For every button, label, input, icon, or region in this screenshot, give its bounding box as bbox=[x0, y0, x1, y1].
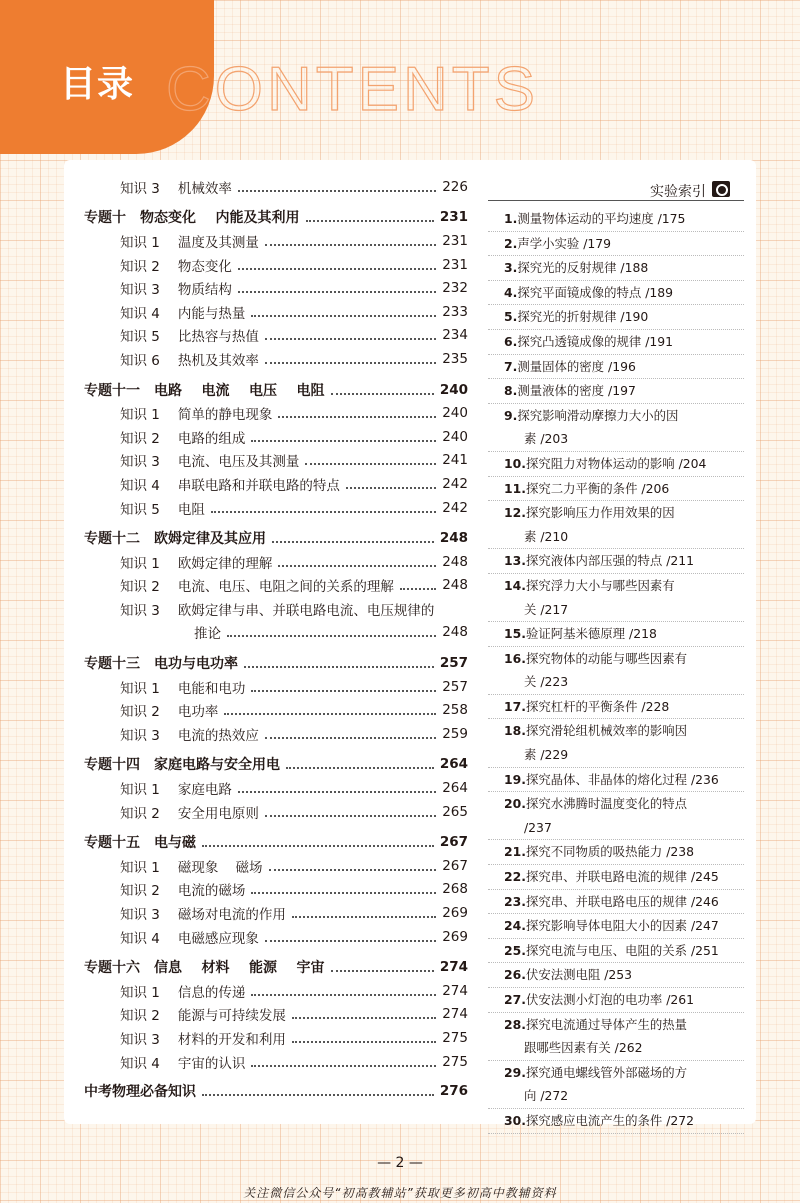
toc-topic-row[interactable] bbox=[84, 753, 468, 777]
experiment-text: 探究串、并联电路电流的规律 /245 bbox=[525, 869, 719, 885]
toc-entry-title: 物态变化 内能及其利用 bbox=[140, 210, 300, 227]
leader-dots bbox=[278, 565, 436, 567]
toc-item-row[interactable] bbox=[84, 878, 468, 902]
toc-page-number: 226 bbox=[442, 178, 468, 195]
toc-entry-title: 信息的传递 bbox=[177, 984, 246, 1001]
toc-entry-label: 专题十四 bbox=[84, 757, 140, 774]
leader-dots bbox=[224, 713, 436, 715]
toc-page-number: 257 bbox=[442, 678, 468, 695]
toc-item-row[interactable] bbox=[84, 300, 468, 324]
toc-page-number: 275 bbox=[442, 1029, 468, 1046]
leader-dots bbox=[202, 845, 434, 847]
toc-page-number: 242 bbox=[442, 499, 468, 516]
toc-page-number: 259 bbox=[442, 725, 468, 742]
toc-entry-label: 知识 4 bbox=[120, 305, 160, 322]
toc-entry-label: 知识 1 bbox=[120, 859, 160, 876]
experiment-text: 探究光的反射规律 /188 bbox=[517, 260, 649, 276]
toc-entry-title: 电功率 bbox=[177, 704, 219, 721]
leader-dots bbox=[400, 588, 436, 590]
toc-entry-label: 知识 3 bbox=[120, 180, 160, 197]
toc-item-row[interactable] bbox=[84, 276, 468, 300]
experiment-text: 测量固体的密度 /196 bbox=[517, 358, 636, 374]
toc-entry-label: 知识 2 bbox=[120, 579, 160, 596]
experiment-text: 测量液体的密度 /197 bbox=[517, 383, 636, 399]
experiment-number: 16. bbox=[504, 650, 526, 666]
toc-page-number: 274 bbox=[442, 1006, 468, 1023]
leader-dots bbox=[292, 1017, 436, 1019]
toc-entry-title: 串联电路和并联电路的特点 bbox=[177, 477, 340, 494]
toc-item-row[interactable] bbox=[84, 324, 468, 348]
toc-page-number: 267 bbox=[442, 857, 468, 874]
experiment-item[interactable] bbox=[488, 1061, 744, 1109]
toc-item-row[interactable] bbox=[84, 675, 468, 699]
experiment-item[interactable] bbox=[488, 404, 744, 452]
experiment-number: 20. bbox=[504, 796, 526, 812]
experiment-item[interactable] bbox=[488, 477, 744, 502]
experiment-item[interactable] bbox=[488, 452, 744, 477]
experiment-list bbox=[488, 207, 744, 1134]
toc-topic-row[interactable] bbox=[84, 378, 468, 402]
experiment-number: 28. bbox=[504, 1016, 526, 1032]
toc-entry-label: 知识 3 bbox=[120, 727, 160, 744]
experiment-number: 2. bbox=[504, 235, 518, 251]
experiment-item[interactable] bbox=[488, 840, 744, 865]
experiment-text: 探究通电螺线管外部磁场的方 bbox=[525, 1064, 688, 1080]
experiment-number: 6. bbox=[504, 333, 518, 349]
experiment-item[interactable] bbox=[488, 355, 744, 380]
toc-entry-label: 知识 5 bbox=[120, 501, 160, 518]
toc-page-number: 232 bbox=[442, 280, 468, 297]
toc-page-number: 248 bbox=[442, 577, 468, 594]
toc-page-number: 241 bbox=[442, 452, 468, 469]
toc-entry-label: 知识 2 bbox=[120, 258, 160, 275]
toc-entry-title: 电磁感应现象 bbox=[177, 930, 259, 947]
experiment-item[interactable] bbox=[488, 330, 744, 355]
leader-dots bbox=[346, 487, 436, 489]
toc-entry-title: 欧姆定律及其应用 bbox=[154, 531, 266, 548]
toc-entry-title: 电流、电压及其测量 bbox=[177, 454, 300, 471]
toc-page-number: 240 bbox=[439, 381, 468, 398]
leader-dots bbox=[211, 511, 436, 513]
toc-entry-label: 知识 2 bbox=[120, 704, 160, 721]
toc-page-number: 265 bbox=[442, 803, 468, 820]
toc-item-row[interactable] bbox=[84, 698, 468, 722]
toc-item-row[interactable] bbox=[84, 1003, 468, 1027]
experiment-number: 17. bbox=[504, 698, 526, 714]
toc-item-row[interactable] bbox=[84, 621, 468, 645]
experiment-item[interactable] bbox=[488, 914, 744, 939]
toc-entry-label: 知识 4 bbox=[120, 477, 160, 494]
experiment-number: 18. bbox=[504, 723, 526, 739]
experiment-item[interactable] bbox=[488, 1109, 744, 1134]
toc-entry-title: 磁场对电流的作用 bbox=[177, 907, 286, 924]
toc-entry-label: 知识 1 bbox=[120, 407, 160, 424]
experiment-text: 探究二力平衡的条件 /206 bbox=[525, 480, 670, 496]
toc-item-row[interactable] bbox=[84, 175, 468, 199]
leader-dots bbox=[331, 970, 434, 972]
toc-entry-label: 知识 2 bbox=[120, 883, 160, 900]
toc-entry-title: 电与磁 bbox=[154, 835, 196, 852]
experiment-number: 15. bbox=[504, 626, 526, 642]
contents-word: CONTENTS bbox=[166, 55, 539, 124]
experiment-text: 探究平面镜成像的特点 /189 bbox=[517, 284, 674, 300]
experiment-item[interactable] bbox=[488, 792, 744, 840]
experiment-text: 探究凸透镜成像的规律 /191 bbox=[517, 333, 674, 349]
toc-item-row[interactable] bbox=[84, 776, 468, 800]
leader-dots bbox=[265, 244, 436, 246]
magnifier-icon bbox=[712, 181, 730, 197]
experiment-number: 10. bbox=[504, 455, 526, 471]
experiment-item[interactable] bbox=[488, 988, 744, 1013]
toc-item-row[interactable] bbox=[84, 425, 468, 449]
experiment-text-continued: 关 /217 bbox=[524, 601, 569, 617]
toc-page-number: 269 bbox=[442, 905, 468, 922]
toc-entry-label: 专题十三 bbox=[84, 656, 140, 673]
toc-item-row[interactable] bbox=[84, 800, 468, 824]
leader-dots bbox=[305, 463, 436, 465]
experiment-number: 23. bbox=[504, 893, 526, 909]
experiment-text: 探究液体内部压强的特点 /211 bbox=[525, 553, 695, 569]
experiment-text-continued: 跟哪些因素有关 /262 bbox=[524, 1040, 643, 1056]
toc-page-number: 248 bbox=[439, 530, 468, 547]
leader-dots bbox=[286, 767, 434, 769]
experiment-text: 探究浮力大小与哪些因素有 bbox=[525, 577, 675, 593]
leader-dots bbox=[238, 291, 436, 293]
experiment-item[interactable] bbox=[488, 1013, 744, 1061]
experiment-index-header bbox=[488, 178, 744, 201]
toc-entry-label: 知识 3 bbox=[120, 282, 160, 299]
leader-dots bbox=[292, 916, 436, 918]
experiment-text: 探究影响压力作用效果的因 bbox=[525, 505, 675, 521]
page-number: — 2 — bbox=[377, 1155, 423, 1171]
toc-item-row[interactable] bbox=[84, 229, 468, 253]
experiment-item[interactable] bbox=[488, 379, 744, 404]
toc-page-number: 240 bbox=[442, 405, 468, 422]
experiment-index-title: 实验索引 bbox=[650, 184, 706, 200]
toc-entry-title: 电功与电功率 bbox=[154, 656, 238, 673]
toc-page-number: 231 bbox=[439, 209, 468, 226]
toc-entry-title: 材料的开发和利用 bbox=[177, 1031, 286, 1048]
leader-dots bbox=[265, 737, 436, 739]
experiment-text: 声学小实验 /179 bbox=[517, 235, 612, 251]
leader-dots bbox=[202, 1094, 434, 1096]
leader-dots bbox=[238, 791, 436, 793]
toc-page-number: 275 bbox=[442, 1053, 468, 1070]
experiment-number: 30. bbox=[504, 1112, 526, 1128]
toc-item-row[interactable] bbox=[84, 449, 468, 473]
toc-page-number: 264 bbox=[439, 756, 468, 773]
toc-entry-title: 推论 bbox=[194, 626, 221, 643]
leader-dots bbox=[272, 541, 434, 543]
toc-entry-title: 物态变化 bbox=[177, 258, 232, 275]
toc-item-row[interactable] bbox=[84, 1026, 468, 1050]
experiment-number: 24. bbox=[504, 918, 526, 934]
experiment-text-continued: 素 /210 bbox=[524, 528, 569, 544]
experiment-number: 9. bbox=[504, 407, 518, 423]
experiment-number: 3. bbox=[504, 260, 518, 276]
experiment-text: 探究影响导体电阻大小的因素 /247 bbox=[525, 918, 719, 934]
experiment-item[interactable] bbox=[488, 719, 744, 767]
toc-page-number: 267 bbox=[439, 834, 468, 851]
experiment-number: 4. bbox=[504, 284, 518, 300]
leader-dots bbox=[269, 869, 436, 871]
toc-item-row[interactable] bbox=[84, 722, 468, 746]
toc-entry-title: 宇宙的认识 bbox=[177, 1055, 246, 1072]
experiment-number: 25. bbox=[504, 942, 526, 958]
leader-dots bbox=[251, 1065, 436, 1067]
toc-page-number: 276 bbox=[439, 1083, 468, 1100]
leader-dots bbox=[251, 315, 436, 317]
toc-entry-label: 知识 2 bbox=[120, 1008, 160, 1025]
experiment-text: 探究滑轮组机械效率的影响因 bbox=[525, 723, 688, 739]
experiment-text: 探究阻力对物体运动的影响 /204 bbox=[525, 455, 707, 471]
toc-page-number: 234 bbox=[442, 327, 468, 344]
toc-entry-title: 家庭电路 bbox=[177, 782, 232, 799]
toc-item-row[interactable] bbox=[84, 472, 468, 496]
toc-entry-title: 能源与可持续发展 bbox=[177, 1008, 286, 1025]
experiment-number: 19. bbox=[504, 771, 526, 787]
toc-entry-label: 知识 3 bbox=[120, 602, 160, 619]
toc-entry-label: 知识 6 bbox=[120, 352, 160, 369]
toc-entry-label: 专题十 bbox=[84, 210, 126, 227]
leader-dots bbox=[251, 690, 436, 692]
toc-item-row[interactable] bbox=[84, 925, 468, 949]
leader-dots bbox=[227, 635, 436, 637]
experiment-text: 探究杠杆的平衡条件 /228 bbox=[525, 698, 670, 714]
toc-entry-title: 电阻 bbox=[177, 501, 205, 518]
toc-item-row[interactable] bbox=[84, 401, 468, 425]
experiment-number: 1. bbox=[504, 211, 518, 226]
toc-entry-title: 电流的磁场 bbox=[177, 883, 246, 900]
experiment-number: 29. bbox=[504, 1064, 526, 1080]
toc-entry-label: 知识 2 bbox=[120, 430, 160, 447]
toc-topic-row[interactable] bbox=[84, 955, 468, 979]
toc-entry-title: 物质结构 bbox=[177, 282, 232, 299]
experiment-number: 22. bbox=[504, 869, 526, 885]
toc-page-number: 264 bbox=[442, 780, 468, 797]
toc-entry-label: 专题十六 bbox=[84, 960, 140, 977]
leader-dots bbox=[265, 338, 436, 340]
toc-item-row[interactable] bbox=[84, 854, 468, 878]
toc-entry-title: 内能与热量 bbox=[177, 305, 246, 322]
toc-page-number: 248 bbox=[442, 624, 468, 641]
experiment-text: 探究不同物质的吸热能力 /238 bbox=[525, 844, 695, 860]
toc-entry-title: 中考物理必备知识 bbox=[84, 1084, 196, 1101]
experiment-text-continued: 素 /203 bbox=[524, 431, 569, 447]
experiment-text: 探究光的折射规律 /190 bbox=[517, 309, 649, 325]
toc-page-number: 235 bbox=[442, 350, 468, 367]
toc-page-number: 242 bbox=[442, 475, 468, 492]
experiment-item[interactable] bbox=[488, 963, 744, 988]
toc-page-number: 269 bbox=[442, 928, 468, 945]
leader-dots bbox=[331, 393, 434, 395]
table-of-contents bbox=[84, 168, 468, 1103]
toc-item-row[interactable] bbox=[84, 979, 468, 1003]
toc-entry-label: 专题十二 bbox=[84, 531, 140, 548]
toc-entry-label: 知识 5 bbox=[120, 329, 160, 346]
toc-entry-title: 电流、电压、电阻之间的关系的理解 bbox=[177, 579, 394, 596]
toc-entry-label: 知识 1 bbox=[120, 984, 160, 1001]
toc-page-number: 258 bbox=[442, 702, 468, 719]
experiment-item[interactable] bbox=[488, 574, 744, 622]
experiment-text-continued: /237 bbox=[524, 819, 552, 835]
leader-dots bbox=[238, 190, 436, 192]
toc-page-number: 248 bbox=[442, 553, 468, 570]
toc-final-row[interactable] bbox=[84, 1079, 468, 1103]
experiment-number: 27. bbox=[504, 992, 526, 1007]
toc-entry-label: 知识 3 bbox=[120, 907, 160, 924]
experiment-text: 探究水沸腾时温度变化的特点 bbox=[525, 796, 688, 812]
experiment-text: 验证阿基米德原理 /218 bbox=[525, 626, 657, 642]
toc-entry-title: 电能和电功 bbox=[177, 680, 246, 697]
experiment-number: 13. bbox=[504, 553, 526, 569]
leader-dots bbox=[265, 362, 436, 364]
experiment-item[interactable] bbox=[488, 865, 744, 890]
toc-entry-title: 比热容与热值 bbox=[177, 329, 259, 346]
leader-dots bbox=[265, 940, 436, 942]
experiment-text: 测量物体运动的平均速度 /175 bbox=[517, 211, 686, 226]
toc-entry-label: 知识 1 bbox=[120, 555, 160, 572]
toc-entry-title: 电路 电流 电压 电阻 bbox=[154, 382, 325, 399]
toc-item-row[interactable] bbox=[84, 496, 468, 520]
experiment-text: 探究电流通过导体产生的热量 bbox=[525, 1016, 688, 1032]
toc-topic-row[interactable] bbox=[84, 651, 468, 675]
leader-dots bbox=[292, 1041, 436, 1043]
toc-page-number: 240 bbox=[442, 428, 468, 445]
toc-page-number: 231 bbox=[442, 232, 468, 249]
experiment-text: 探究电流与电压、电阻的关系 /251 bbox=[525, 942, 719, 958]
experiment-item[interactable] bbox=[488, 622, 744, 647]
experiment-number: 26. bbox=[504, 967, 526, 983]
experiment-number: 8. bbox=[504, 383, 518, 399]
toc-entry-label: 知识 1 bbox=[120, 782, 160, 799]
toc-entry-label: 专题十一 bbox=[84, 382, 140, 399]
toc-item-row[interactable] bbox=[84, 597, 468, 621]
toc-entry-label: 知识 4 bbox=[120, 930, 160, 947]
toc-item-row[interactable] bbox=[84, 347, 468, 371]
toc-entry-title: 家庭电路与安全用电 bbox=[154, 757, 280, 774]
leader-dots bbox=[244, 666, 434, 668]
toc-entry-label: 知识 3 bbox=[120, 1031, 160, 1048]
experiment-number: 21. bbox=[504, 844, 526, 860]
experiment-text-continued: 关 /223 bbox=[524, 674, 569, 690]
experiment-item[interactable] bbox=[488, 305, 744, 330]
toc-item-row[interactable] bbox=[84, 574, 468, 598]
experiment-text: 探究感应电流产生的条件 /272 bbox=[525, 1112, 695, 1128]
toc-page-number: 257 bbox=[439, 655, 468, 672]
experiment-item[interactable] bbox=[488, 647, 744, 695]
toc-entry-title: 欧姆定律的理解 bbox=[177, 555, 273, 572]
toc-entry-label: 知识 3 bbox=[120, 454, 160, 471]
toc-entry-title: 温度及其测量 bbox=[177, 234, 259, 251]
experiment-index bbox=[488, 178, 744, 1134]
leader-dots bbox=[251, 892, 436, 894]
toc-page-number: 231 bbox=[442, 256, 468, 273]
experiment-item[interactable] bbox=[488, 207, 744, 232]
toc-page-number: 274 bbox=[442, 982, 468, 999]
toc-item-row[interactable] bbox=[84, 1050, 468, 1074]
toc-entry-title: 磁现象 磁场 bbox=[177, 859, 263, 876]
toc-page-number: 274 bbox=[439, 959, 468, 976]
leader-dots bbox=[265, 815, 436, 817]
toc-entry-title: 信息 材料 能源 宇宙 bbox=[154, 960, 325, 977]
experiment-item[interactable] bbox=[488, 890, 744, 915]
experiment-text: 探究物体的动能与哪些因素有 bbox=[525, 650, 688, 666]
toc-entry-label: 知识 4 bbox=[120, 1055, 160, 1072]
experiment-text: 探究串、并联电路电压的规律 /246 bbox=[525, 893, 719, 909]
toc-entry-title: 简单的静电现象 bbox=[177, 407, 273, 424]
toc-entry-label: 知识 1 bbox=[120, 234, 160, 251]
toc-page-number: 233 bbox=[442, 303, 468, 320]
experiment-number: 14. bbox=[504, 577, 526, 593]
toc-topic-row[interactable] bbox=[84, 830, 468, 854]
toc-entry-title: 欧姆定律与串、并联电路电流、电压规律的 bbox=[177, 602, 435, 619]
experiment-text-continued: 素 /229 bbox=[524, 747, 569, 763]
toc-entry-title: 机械效率 bbox=[177, 180, 232, 197]
toc-entry-title: 安全用电原则 bbox=[177, 805, 259, 822]
experiment-number: 7. bbox=[504, 358, 518, 374]
leader-dots bbox=[238, 268, 436, 270]
page-title: 目录 bbox=[60, 64, 135, 105]
experiment-item[interactable] bbox=[488, 695, 744, 720]
experiment-item[interactable] bbox=[488, 256, 744, 281]
experiment-item[interactable] bbox=[488, 501, 744, 549]
experiment-item[interactable] bbox=[488, 549, 744, 574]
experiment-item[interactable] bbox=[488, 939, 744, 964]
toc-item-row[interactable] bbox=[84, 550, 468, 574]
toc-entry-label: 专题十五 bbox=[84, 835, 140, 852]
experiment-text: 伏安法测电阻 /253 bbox=[525, 967, 633, 983]
leader-dots bbox=[251, 994, 436, 996]
leader-dots bbox=[306, 220, 434, 222]
footer-note: 关注微信公众号“初高教辅站”获取更多初高中教辅资料 bbox=[243, 1186, 557, 1200]
experiment-text-continued: 向 /272 bbox=[524, 1088, 569, 1104]
experiment-item[interactable] bbox=[488, 281, 744, 306]
experiment-text: 伏安法测小灯泡的电功率 /261 bbox=[525, 992, 695, 1007]
toc-topic-row[interactable] bbox=[84, 206, 468, 230]
toc-entry-label: 知识 1 bbox=[120, 680, 160, 697]
leader-dots bbox=[251, 440, 436, 442]
experiment-number: 11. bbox=[504, 480, 526, 496]
toc-page-number: 268 bbox=[442, 881, 468, 898]
leader-dots bbox=[278, 416, 436, 418]
experiment-item[interactable] bbox=[488, 232, 744, 257]
toc-item-row[interactable] bbox=[84, 253, 468, 277]
experiment-text: 探究影响滑动摩擦力大小的因 bbox=[517, 407, 679, 423]
toc-entry-title: 电流的热效应 bbox=[177, 727, 259, 744]
toc-entry-title: 热机及其效率 bbox=[177, 352, 259, 369]
toc-entry-title: 电路的组成 bbox=[177, 430, 246, 447]
toc-item-row[interactable] bbox=[84, 901, 468, 925]
experiment-text: 探究晶体、非晶体的熔化过程 /236 bbox=[525, 771, 719, 787]
experiment-number: 5. bbox=[504, 309, 518, 325]
toc-topic-row[interactable] bbox=[84, 526, 468, 550]
experiment-item[interactable] bbox=[488, 768, 744, 793]
toc-entry-label: 知识 2 bbox=[120, 805, 160, 822]
experiment-number: 12. bbox=[504, 505, 526, 521]
